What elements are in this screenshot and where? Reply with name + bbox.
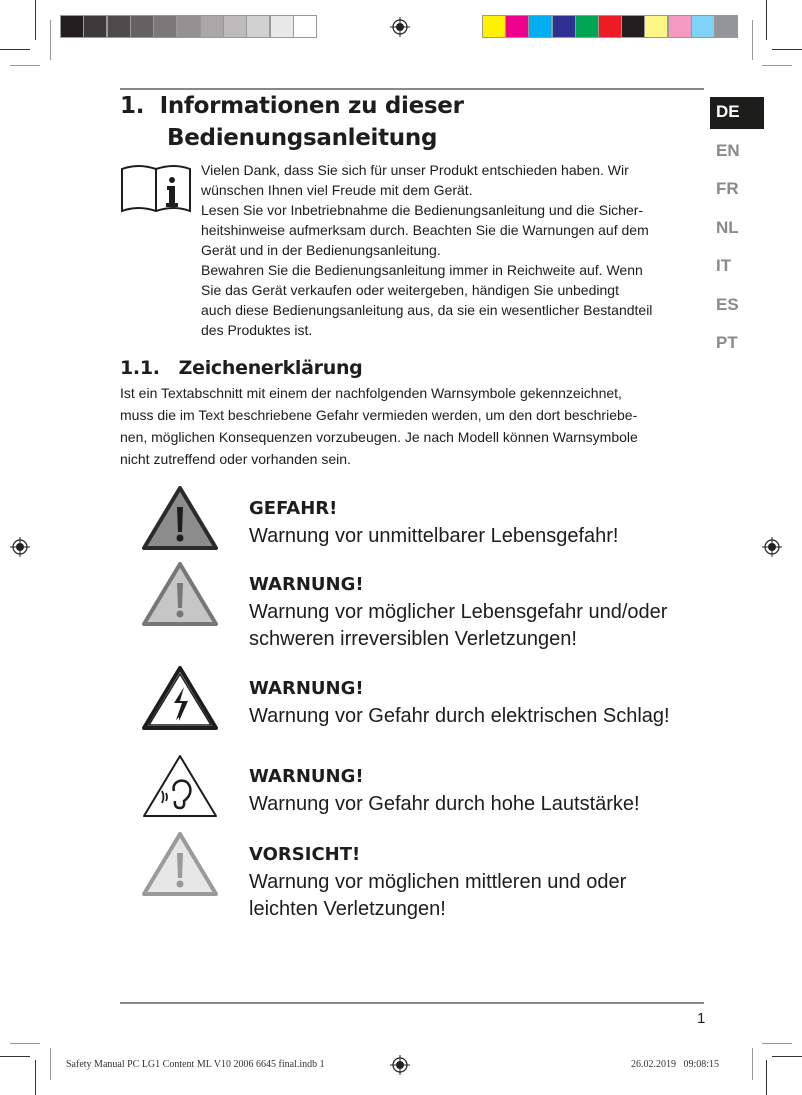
gray-swatch	[107, 15, 131, 38]
registration-mark-icon	[390, 1055, 410, 1075]
section-title	[120, 93, 464, 119]
gray-swatch	[200, 15, 224, 38]
section-number: 1.	[120, 93, 145, 119]
loud-volume-icon	[142, 753, 218, 819]
crop-mark	[752, 20, 753, 60]
crop-mark	[762, 1043, 792, 1044]
text-line: Sie das Gerät verkaufen oder weitergeben, händigen Sie unbedingt	[201, 282, 619, 298]
crop-mark	[772, 1056, 802, 1057]
registration-mark-icon	[10, 537, 30, 557]
text-line: Bewahren Sie die Bedienungsanleitung immer in Reichweite auf. Wenn	[201, 262, 643, 278]
language-tab-en[interactable]: EN	[716, 140, 740, 160]
crop-mark	[766, 0, 767, 40]
danger-triangle-icon	[142, 485, 218, 551]
text-line: Lesen Sie vor Inbetriebnahme die Bedienungsanleitung und die Sicher-	[201, 202, 644, 218]
warning-triangle-icon	[142, 561, 218, 627]
subsection-title	[120, 357, 362, 379]
crop-mark	[50, 1048, 51, 1080]
registration-mark-icon	[762, 537, 782, 557]
slug-filename: Safety Manual PC LG1 Content ML V10 2006 6645 final.indb 1	[66, 1059, 325, 1070]
crop-mark	[0, 1056, 30, 1057]
language-tab-de[interactable]: DE	[716, 102, 740, 121]
warning-text: Warnung vor unmittelbarer Lebensgefahr!	[249, 525, 619, 547]
color-swatch	[621, 15, 645, 38]
warning-heading: WARNUNG!	[249, 678, 364, 699]
color-swatch	[714, 15, 738, 38]
color-swatch	[528, 15, 552, 38]
crop-mark	[762, 65, 792, 66]
gray-swatch	[130, 15, 154, 38]
color-swatch	[552, 15, 576, 38]
warning-heading: WARNUNG!	[249, 766, 364, 787]
section-title-line: Informationen zu dieser	[159, 93, 464, 119]
info-manual-icon	[120, 163, 192, 215]
footer-rule	[120, 1002, 704, 1004]
intro-text	[201, 160, 706, 340]
language-tab-nl[interactable]: NL	[716, 217, 739, 237]
registration-mark-icon	[390, 17, 410, 37]
intro-paragraph	[201, 260, 706, 340]
text-line: auch diese Bedienungsanleitung aus, da sie ein wesentlicher Bestandteil	[201, 302, 653, 318]
text-line: wünschen Ihnen viel Freude mit dem Gerät.	[201, 182, 473, 198]
gray-swatch	[293, 15, 317, 38]
slug-datetime: 26.02.2019 09:08:15	[631, 1059, 720, 1070]
color-swatch	[575, 15, 599, 38]
warning-text: Warnung vor Gefahr durch elektrischen Schlag!	[249, 705, 670, 727]
crop-mark	[35, 0, 36, 40]
subsection-number: 1.1.	[120, 357, 160, 379]
warning-heading: GEFAHR!	[249, 498, 338, 519]
gray-swatch	[153, 15, 177, 38]
color-swatch	[691, 15, 715, 38]
crop-mark	[752, 1048, 753, 1080]
gray-swatch	[246, 15, 270, 38]
crop-mark	[766, 1060, 767, 1095]
warning-text: Warnung vor möglicher Lebensgefahr und/oder	[249, 601, 668, 623]
text-line: muss die im Text beschriebene Gefahr vermieden werden, um den dort beschriebe-	[120, 407, 638, 423]
color-swatch	[644, 15, 668, 38]
warning-heading: WARNUNG!	[249, 574, 364, 595]
subsection-title-text: Zeichenerklärung	[178, 357, 363, 379]
text-line: Gerät und in der Bedienungsanleitung.	[201, 242, 441, 258]
warning-text: leichten Verletzungen!	[249, 898, 446, 920]
language-tab-pt[interactable]: PT	[716, 333, 738, 352]
gray-swatch	[223, 15, 247, 38]
gray-swatch	[60, 15, 84, 38]
crop-mark	[10, 65, 40, 66]
color-swatch	[505, 15, 529, 38]
color-swatch	[598, 15, 622, 38]
crop-mark	[0, 49, 30, 50]
text-line: nicht zutreffend oder vorhanden sein.	[120, 451, 351, 467]
section-title-line: Bedienungsanleitung	[167, 125, 438, 151]
electric-shock-icon	[142, 665, 218, 731]
text-line: Vielen Dank, dass Sie sich für unser Produkt entschieden haben. Wir	[201, 162, 629, 178]
caution-triangle-icon	[142, 831, 218, 897]
intro-paragraph	[201, 200, 706, 260]
intro-paragraph	[201, 160, 706, 200]
text-line: Ist ein Textabschnitt mit einem der nachfolgenden Warnsymbole gekennzeichnet,	[120, 385, 622, 401]
warning-text: Warnung vor möglichen mittleren und oder	[249, 871, 627, 893]
language-tab-fr[interactable]: FR	[716, 179, 739, 198]
crop-mark	[50, 20, 51, 60]
warning-text: Warnung vor Gefahr durch hohe Lautstärke!	[249, 793, 640, 815]
header-rule	[120, 88, 704, 90]
text-line: des Produktes ist.	[201, 322, 313, 338]
language-tab-it[interactable]: IT	[716, 256, 732, 275]
color-swatch	[482, 15, 506, 38]
legend-paragraph	[120, 382, 638, 470]
crop-mark	[10, 1043, 40, 1044]
gray-swatch	[270, 15, 294, 38]
crop-mark	[772, 49, 802, 50]
language-tab-es[interactable]: ES	[716, 294, 739, 314]
warning-heading: VORSICHT!	[249, 844, 361, 865]
gray-swatch	[83, 15, 107, 38]
gray-swatch	[177, 15, 201, 38]
color-swatch	[668, 15, 692, 38]
page-number: 1	[697, 1010, 706, 1027]
warning-text: schweren irreversiblen Verletzungen!	[249, 628, 577, 650]
crop-mark	[35, 1060, 36, 1095]
text-line: heitshinweise aufmerksam durch. Beachten Sie die Warnungen auf dem	[201, 222, 649, 238]
text-line: nen, möglichen Konsequenzen vorzubeugen. Je nach Modell können Warnsymbole	[120, 429, 638, 445]
